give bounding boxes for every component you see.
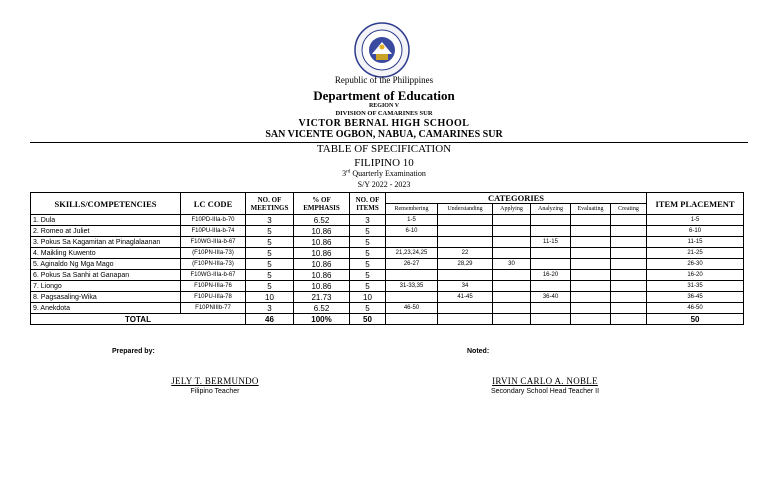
creating-cell (611, 237, 647, 248)
total-empty-cell (571, 314, 611, 325)
meetings-cell: 3 (246, 215, 294, 226)
lc-code-cell: F10PD-IIIa-b-70 (181, 215, 246, 226)
subject-title: FILIPINO 10 (354, 157, 414, 169)
remembering-cell: 21,23,24,25 (386, 248, 438, 259)
category-evaluating: Evaluating (571, 204, 611, 215)
items-cell: 5 (350, 237, 386, 248)
skill-cell: 6. Pokus Sa Sanhi at Ganapan (31, 270, 181, 281)
table-body (31, 215, 744, 325)
understanding-cell: 34 (438, 281, 493, 292)
emphasis-cell: 10.86 (294, 237, 350, 248)
doc-title: TABLE OF SPECIFICATION (316, 143, 452, 155)
header-items: NO. OF ITEMS (350, 193, 386, 215)
category-analyzing: Analyzing (531, 204, 571, 215)
creating-cell (611, 281, 647, 292)
placement-cell: 6-10 (647, 226, 744, 237)
evaluating-cell (571, 215, 611, 226)
noter-title: Secondary School Head Teacher II (490, 388, 600, 395)
evaluating-cell (571, 281, 611, 292)
analyzing-cell (531, 281, 571, 292)
meetings-cell: 10 (246, 292, 294, 303)
lc-code-cell: F10PNIIIb-77 (181, 303, 246, 314)
evaluating-cell (571, 303, 611, 314)
header-school: VICTOR BERNAL HIGH SCHOOL (298, 118, 470, 129)
items-cell: 5 (350, 226, 386, 237)
understanding-cell (438, 270, 493, 281)
understanding-cell: 41-45 (438, 292, 493, 303)
remembering-cell: 46-50 (386, 303, 438, 314)
understanding-cell: 28,29 (438, 259, 493, 270)
total-placement: 50 (647, 314, 744, 325)
placement-cell: 11-15 (647, 237, 744, 248)
skill-cell: 3. Pokus Sa Kagamitan at Pinaglalaanan (31, 237, 181, 248)
items-cell: 5 (350, 259, 386, 270)
table-row (31, 270, 744, 281)
lc-code-cell: (F10PN-IIIa-73) (181, 259, 246, 270)
understanding-cell (438, 303, 493, 314)
placement-cell: 1-5 (647, 215, 744, 226)
applying-cell (493, 215, 531, 226)
emphasis-cell: 10.86 (294, 270, 350, 281)
table-row (31, 259, 744, 270)
total-label: TOTAL (31, 314, 246, 325)
applying-cell (493, 248, 531, 259)
placement-cell: 16-20 (647, 270, 744, 281)
analyzing-cell: 36-40 (531, 292, 571, 303)
emphasis-cell: 21.73 (294, 292, 350, 303)
header-emphasis: % OF EMPHASIS (294, 193, 350, 215)
creating-cell (611, 292, 647, 303)
items-cell: 5 (350, 248, 386, 259)
creating-cell (611, 303, 647, 314)
evaluating-cell (571, 270, 611, 281)
applying-cell (493, 303, 531, 314)
emphasis-cell: 10.86 (294, 226, 350, 237)
skill-cell: 4. Maikling Kuwento (31, 248, 181, 259)
header-meetings: NO. OF MEETINGS (246, 193, 294, 215)
total-meetings: 46 (246, 314, 294, 325)
placement-cell: 26-30 (647, 259, 744, 270)
items-cell: 5 (350, 270, 386, 281)
understanding-cell: 22 (438, 248, 493, 259)
items-cell: 10 (350, 292, 386, 303)
remembering-cell: 26-27 (386, 259, 438, 270)
lc-code-cell: F10WG-IIIa-b-67 (181, 237, 246, 248)
creating-cell (611, 248, 647, 259)
meetings-cell: 3 (246, 303, 294, 314)
analyzing-cell (531, 303, 571, 314)
remembering-cell (386, 292, 438, 303)
preparer-title: Filipino Teacher (190, 388, 240, 395)
table-row (31, 215, 744, 226)
understanding-cell (438, 226, 493, 237)
header-department: Department of Education (313, 88, 455, 103)
noted-label: Noted: (467, 348, 490, 355)
category-creating: Creating (611, 204, 647, 215)
analyzing-cell: 11-15 (531, 237, 571, 248)
placement-cell: 21-25 (647, 248, 744, 259)
table-row (31, 281, 744, 292)
noter-name: IRVIN CARLO A. NOBLE (492, 376, 598, 386)
skill-cell: 5. Aginaldo Ng Mga Mago (31, 259, 181, 270)
understanding-cell (438, 215, 493, 226)
table-row (31, 292, 744, 303)
total-empty-cell (611, 314, 647, 325)
items-cell: 3 (350, 215, 386, 226)
remembering-cell (386, 270, 438, 281)
creating-cell (611, 270, 647, 281)
header-division: DIVISION OF CAMARINES SUR (335, 110, 433, 117)
lc-code-cell: F10PU-IIIa-b-74 (181, 226, 246, 237)
total-empty-cell (531, 314, 571, 325)
remembering-cell (386, 237, 438, 248)
placement-cell: 31-35 (647, 281, 744, 292)
placement-cell: 36-45 (647, 292, 744, 303)
remembering-cell: 31-33,35 (386, 281, 438, 292)
lc-code-cell: (F10PN-IIIa-73) (181, 248, 246, 259)
skill-cell: 1. Dula (31, 215, 181, 226)
deped-seal-logo (354, 22, 410, 78)
table-row (31, 248, 744, 259)
header-categories: CATEGORIES (386, 193, 647, 204)
specification-table (30, 192, 744, 325)
header-skills: SKILLS/COMPETENCIES (31, 193, 181, 215)
applying-cell (493, 292, 531, 303)
placement-cell: 46-50 (647, 303, 744, 314)
remembering-cell: 1-5 (386, 215, 438, 226)
analyzing-cell (531, 226, 571, 237)
meetings-cell: 5 (246, 259, 294, 270)
creating-cell (611, 226, 647, 237)
meetings-cell: 5 (246, 248, 294, 259)
analyzing-cell (531, 248, 571, 259)
meetings-cell: 5 (246, 281, 294, 292)
header-address: SAN VICENTE OGBON, NABUA, CAMARINES SUR (265, 129, 503, 140)
total-empty-cell (438, 314, 493, 325)
analyzing-cell: 16-20 (531, 270, 571, 281)
evaluating-cell (571, 259, 611, 270)
meetings-cell: 5 (246, 270, 294, 281)
evaluating-cell (571, 248, 611, 259)
evaluating-cell (571, 292, 611, 303)
applying-cell (493, 226, 531, 237)
preparer-name: JELY T. BERMUNDO (171, 376, 259, 386)
analyzing-cell (531, 215, 571, 226)
skill-cell: 9. Anekdota (31, 303, 181, 314)
header-region: REGION V (368, 103, 400, 109)
items-cell: 5 (350, 303, 386, 314)
emphasis-cell: 10.86 (294, 259, 350, 270)
header-lc-code: LC CODE (181, 193, 246, 215)
emphasis-cell: 10.86 (294, 248, 350, 259)
understanding-cell (438, 237, 493, 248)
meetings-cell: 5 (246, 226, 294, 237)
analyzing-cell (531, 259, 571, 270)
school-year: S/Y 2022 - 2023 (357, 180, 411, 189)
remembering-cell: 6-10 (386, 226, 438, 237)
total-row (31, 314, 744, 325)
total-items: 50 (350, 314, 386, 325)
prepared-by-label: Prepared by: (112, 348, 155, 355)
applying-cell: 30 (493, 259, 531, 270)
applying-cell (493, 270, 531, 281)
evaluating-cell (571, 237, 611, 248)
total-emphasis: 100% (294, 314, 350, 325)
category-applying: Applying (493, 204, 531, 215)
exam-title: 3rd Quarterly Examination (342, 169, 426, 178)
total-empty-cell (386, 314, 438, 325)
header-republic: Republic of the Philippines (334, 75, 434, 85)
applying-cell (493, 237, 531, 248)
table-row (31, 237, 744, 248)
table-row (31, 303, 744, 314)
evaluating-cell (571, 226, 611, 237)
header-placement: ITEM PLACEMENT (647, 193, 744, 215)
applying-cell (493, 281, 531, 292)
category-understanding: Understanding (438, 204, 493, 215)
table-row (31, 226, 744, 237)
lc-code-cell: F10PU-IIIa-78 (181, 292, 246, 303)
total-empty-cell (493, 314, 531, 325)
creating-cell (611, 259, 647, 270)
lc-code-cell: F10PN-IIIa-76 (181, 281, 246, 292)
lc-code-cell: F10WG-IIIa-b-67 (181, 270, 246, 281)
emphasis-cell: 10.86 (294, 281, 350, 292)
emphasis-cell: 6.52 (294, 215, 350, 226)
items-cell: 5 (350, 281, 386, 292)
meetings-cell: 5 (246, 237, 294, 248)
skill-cell: 2. Romeo at Juliet (31, 226, 181, 237)
creating-cell (611, 215, 647, 226)
emphasis-cell: 6.52 (294, 303, 350, 314)
category-remembering: Remembering (386, 204, 438, 215)
skill-cell: 7. Liongo (31, 281, 181, 292)
skill-cell: 8. Pagsasaling-Wika (31, 292, 181, 303)
